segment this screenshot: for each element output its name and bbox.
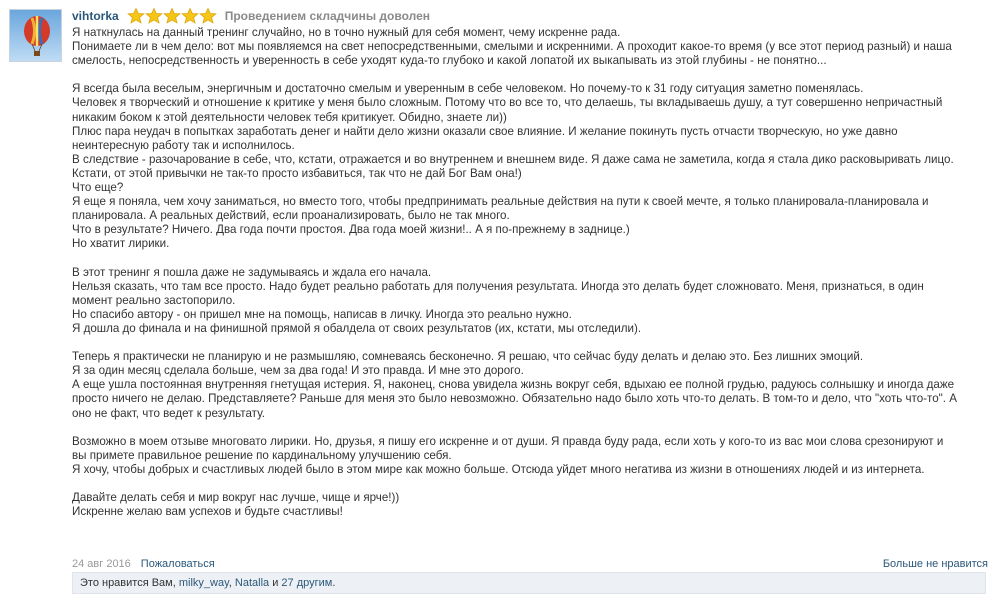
- review-text-line: Давайте делать себя и мир вокруг нас лучше, чище и ярче!)): [72, 491, 400, 505]
- review-text-line: вы примете правильное решение по кардинальному улучшению себя.: [72, 448, 452, 462]
- star-icon: [181, 7, 199, 25]
- review-text-line: просто ничего не делаю. Представляете? Раньше для меня это было невозможно. Обязательно надо было хоть что-то делать. В том-то и дело, что "хоть что-то". А: [72, 392, 957, 406]
- review-text-line: планировала. А реальных действий, если проанализировать, было не так много.: [72, 209, 510, 223]
- paragraph-gap: [72, 252, 992, 266]
- likes-prefix: Это нравится Вам,: [80, 577, 179, 589]
- review-text-line: Возможно в моем отзыве многовато лирики. Но, друзья, я пишу его искренне и от души. Я правда буду рада, если хоть у кого-то из вас мои слова срезонируют и: [72, 434, 944, 448]
- likes-suffix: .: [332, 577, 336, 589]
- avatar[interactable]: [9, 9, 62, 62]
- review-text: [72, 26, 992, 519]
- review-text-line: Человек я творческий и отношение к критике у меня было сложным. Потому что во все то, что делаешь, ты вкладываешь душу, а тут совершенно непричастный: [72, 96, 943, 110]
- review-date: 24 авг 2016: [72, 558, 131, 570]
- likes-separator: ,: [228, 577, 235, 589]
- review-text-line: В следствие - разочарование в себе, что, кстати, отражается и во внутреннем и внешнем виде. Я даже сама не заметила, когда я стала дико расковыривать лицо.: [72, 152, 954, 166]
- review-text-line: Я наткнулась на данный тренинг случайно, но в точно нужный для себя момент, чему искренне рада.: [72, 26, 621, 39]
- liker-link[interactable]: milky_way: [178, 577, 229, 589]
- review-text-line: оно не факт, что ведет к результату.: [72, 406, 265, 420]
- paragraph-gap: [72, 336, 992, 350]
- review-text-line: Я всегда была веселым, энергичным и достаточно смелым и уверенным в себе человеком. Но почему-то к 31 году ситуация заметно поменялась.: [72, 82, 864, 96]
- review-text-line: Кстати, от этой привычки не так-то просто избавиться, так что не дай Бог Вам она!): [72, 166, 522, 180]
- paragraph-gap: [72, 421, 992, 435]
- star-icon: [127, 7, 145, 25]
- review-text-line: Искренне желаю вам успехов и будьте счастливы!: [72, 505, 343, 519]
- review-text-line: Но хватит лирики.: [72, 237, 170, 251]
- review-header: [72, 6, 430, 26]
- review-text-line: никаким боком к этой деятельности человек тебя критикует. Обидно, знаете ли)): [72, 110, 507, 124]
- review-text-line: Но спасибо автору - он пришел мне на помощь, написав в личку. Иногда это реально нужно.: [72, 307, 572, 321]
- review-text-line: Я хочу, чтобы добрых и счастливых людей было в этом мире как можно больше. Отсюда уйдет много негатива из жизни в отношениях людей и из интернета.: [72, 462, 925, 476]
- review-text-line: момент реально застопорило.: [72, 293, 236, 307]
- review-meta: [72, 558, 215, 570]
- star-icon: [199, 7, 217, 25]
- review-text-line: Понимаете ли в чем дело: вот мы появляемся на свет непосредственными, смелыми и искренними. А проходит какое-то время (у все этот период разный) и наша: [72, 40, 952, 54]
- likes-bar: [72, 572, 986, 594]
- others-likes-link[interactable]: 27 другим: [281, 577, 333, 589]
- review-text-line: смелость, непосредственность и уверенность в себе уходят куда-то глубоко и какой лопатой их выкапывать из этой глубины - не понятно...: [72, 54, 827, 68]
- review-text-line: В этот тренинг я пошла даже не задумываясь и ждала его начала.: [72, 265, 432, 279]
- review-text-line: Я еще я поняла, чем хочу заниматься, но вместо того, чтобы предпринимать реальные действия на пути к своей мечте, я только планировала-планировала и: [72, 195, 929, 209]
- liker-link[interactable]: Natalla: [234, 577, 270, 589]
- paragraph-gap: [72, 68, 992, 82]
- username[interactable]: vihtorka: [72, 9, 119, 23]
- rating-stars: [127, 7, 217, 25]
- review-text-line: Теперь я практически не планирую и не размышляю, сомневаясь бесконечно. Я решаю, что сейчас буду делать и делаю это. Без лишних эмоций.: [72, 350, 864, 364]
- review-text-line: Я за один месяц сделала больше, чем за два года! И это правда. И мне это дорого.: [72, 364, 524, 378]
- review-text-line: Нельзя сказать, что там все просто. Надо будет реально работать для получения результата. Иногда это делать будет сложновато. Меня, признаться, в один: [72, 279, 924, 293]
- review-text-line: неинтересную работу так и исполнилось.: [72, 138, 295, 152]
- star-icon: [163, 7, 181, 25]
- star-icon: [145, 7, 163, 25]
- review-text-line: А еще ушла постоянная внутренняя гнетущая истерия. Я, наконец, снова увидела жизнь вокруг себя, вдыхаю ее полной грудью, радуюсь солнышку и иногда даже: [72, 378, 955, 392]
- review-text-line: Что в результате? Ничего. Два года почти простоя. Два года моей жизни!.. А я по-прежнему в заднице.): [72, 223, 630, 237]
- hot-air-balloon-image: [10, 10, 62, 62]
- likes-and: и: [269, 577, 282, 589]
- dislike-link[interactable]: Больше не нравится: [882, 558, 988, 570]
- review-text-line: Я дошла до финала и на финишной прямой я обалдела от своих результатов (их, кстати, мы отследили).: [72, 321, 642, 335]
- complain-link[interactable]: Пожаловаться: [140, 558, 215, 570]
- paragraph-gap: [72, 477, 992, 491]
- review-text-line: Что еще?: [72, 181, 124, 195]
- review-text-line: Плюс пара неудач в попытках заработать денег и найти дело жизни оказали свое влияние. И желание покинуть пусть отчасти творческую, но уже давно: [72, 124, 898, 138]
- review-title: Проведением складчины доволен: [224, 9, 431, 23]
